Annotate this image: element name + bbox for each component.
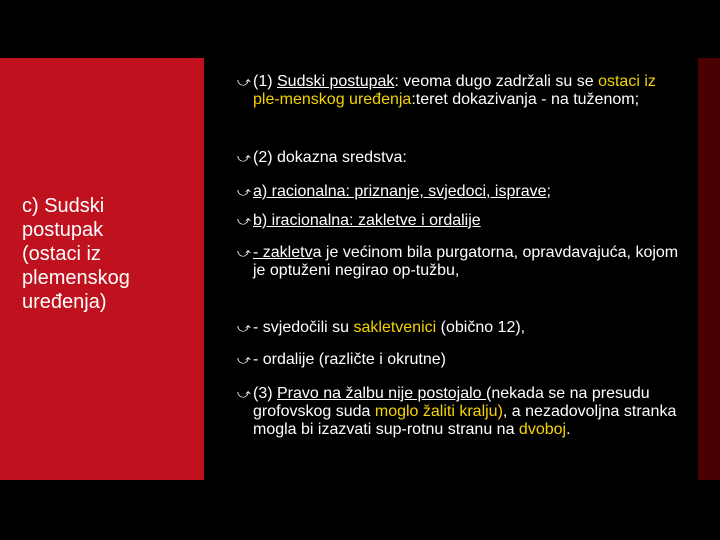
bullet-item: ⤻ b) iracionalna: zakletve i ordalije xyxy=(237,212,481,229)
curl-arrow-icon: ⤻ xyxy=(237,150,251,165)
section-title-line: plemenskog xyxy=(22,267,130,289)
curl-arrow-icon: ⤻ xyxy=(237,352,251,367)
curl-arrow-icon: ⤻ xyxy=(237,245,251,260)
bullet-item: ⤻ (3) Pravo na žalbu nije postojalo (nekada se na presudu grofovskog suda moglo žaliti kralju), a nezadovoljna stranka mogla bi izazvati sup-rotnu stranu na dvoboj. xyxy=(237,385,677,438)
bullet-item: ⤻ - zakletva je većinom bila purgatorna, opravdavajuća, kojom je optuženi negirao op-tužbu, xyxy=(237,244,679,279)
curl-arrow-icon: ⤻ xyxy=(237,320,251,335)
bullet-item: ⤻ - svjedočili su sakletvenici (obično 12), xyxy=(237,319,526,336)
curl-arrow-icon: ⤻ xyxy=(237,74,251,89)
curl-arrow-icon: ⤻ xyxy=(237,386,251,401)
bullet-item: ⤻ (1) Sudski postupak: veoma dugo zadržali su se ostaci iz ple-menskog uređenja:teret dokazivanja - na tuženom; xyxy=(237,73,656,108)
section-title xyxy=(22,194,200,314)
section-title-line: c) Sudski xyxy=(22,195,105,217)
bullet-item: ⤻ (2) dokazna sredstva: xyxy=(237,149,407,166)
section-title-line: uređenja) xyxy=(22,291,107,313)
curl-arrow-icon: ⤻ xyxy=(237,213,251,228)
section-title-line: (ostaci iz xyxy=(22,243,101,265)
curl-arrow-icon: ⤻ xyxy=(237,184,251,199)
edge-strip xyxy=(698,58,720,480)
bullet-item: ⤻ a) racionalna: priznanje, svjedoci, isprave; xyxy=(237,183,551,200)
section-title-line: postupak xyxy=(22,219,104,241)
bullet-item: ⤻ - ordalije (različte i okrutne) xyxy=(237,351,446,368)
